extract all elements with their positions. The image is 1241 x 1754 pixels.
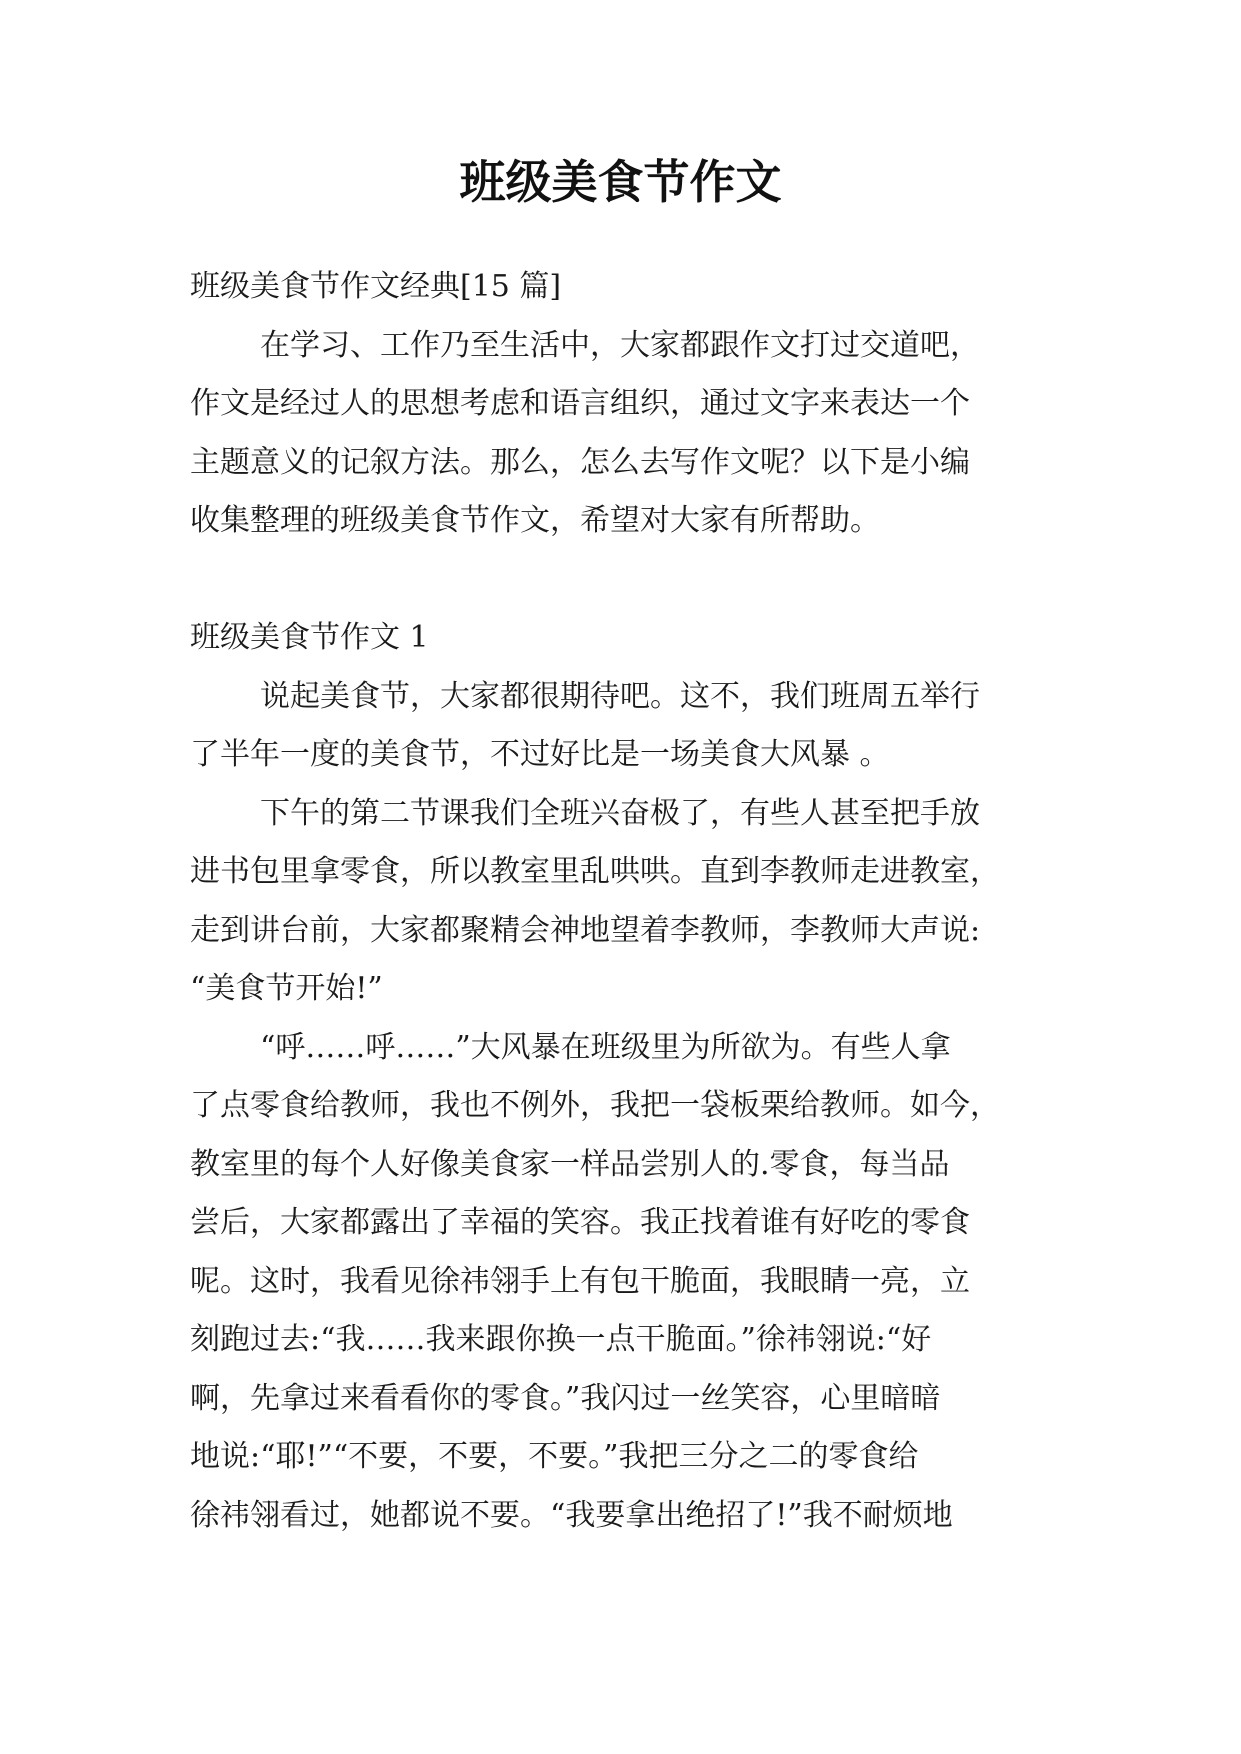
text-line: 徐祎翎看过，她都说不要。“我要拿出绝招了!”我不耐烦地 <box>190 1497 953 1533</box>
text-line: 啊，先拿过来看看你的零食。”我闪过一丝笑容，心里暗暗 <box>190 1380 941 1416</box>
text-line: 刻跑过去:“我……我来跟你换一点干脆面。”徐祎翎说:“好 <box>190 1322 932 1357</box>
document-title: 班级美食节作文 <box>459 155 782 209</box>
text-line: “呼……呼……”大风暴在班级里为所欲为。有些人拿 <box>260 1029 951 1065</box>
text-line: 收集整理的班级美食节作文，希望对大家有所帮助。 <box>190 503 880 538</box>
paragraph-gap <box>190 551 1070 610</box>
text-line: 走到讲台前，大家都聚精会神地望着李教师，李教师大声说: <box>190 912 981 948</box>
text-line: 班级美食节作文经典[15 篇] <box>190 269 562 304</box>
text-line: 班级美食节作文 1 <box>190 620 429 655</box>
document-body <box>190 258 1070 1545</box>
text-line: 教室里的每个人好像美食家一样品尝别人的.零食，每当品 <box>190 1146 950 1182</box>
text-line: 了半年一度的美食节，不过好比是一场美食大风暴 。 <box>190 737 890 772</box>
text-line: 作文是经过人的思想考虑和语言组织，通过文字来表达一个 <box>190 386 970 421</box>
text-line: 说起美食节，大家都很期待吧。这不，我们班周五举行 <box>260 678 980 714</box>
text-line: 地说:“耶!”“不要，不要，不要。”我把三分之二的零食给 <box>190 1439 919 1474</box>
text-line: “美食节开始!” <box>190 971 383 1006</box>
text-line: 主题意义的记叙方法。那么，怎么去写作文呢？以下是小编 <box>190 444 970 480</box>
text-line: 尝后，大家都露出了幸福的笑容。我正找着谁有好吃的零食 <box>190 1205 970 1240</box>
text-line: 进书包里拿零食，所以教室里乱哄哄。直到李教师走进教室， <box>190 854 1000 889</box>
text-line: 下午的第二节课我们全班兴奋极了，有些人甚至把手放 <box>260 795 980 831</box>
text-line: 在学习、工作乃至生活中，大家都跟作文打过交道吧， <box>260 327 980 363</box>
text-line: 呢。这时，我看见徐祎翎手上有包干脆面，我眼睛一亮，立 <box>190 1263 970 1299</box>
text-line: 了点零食给教师，我也不例外，我把一袋板栗给教师。如今， <box>190 1088 1000 1123</box>
